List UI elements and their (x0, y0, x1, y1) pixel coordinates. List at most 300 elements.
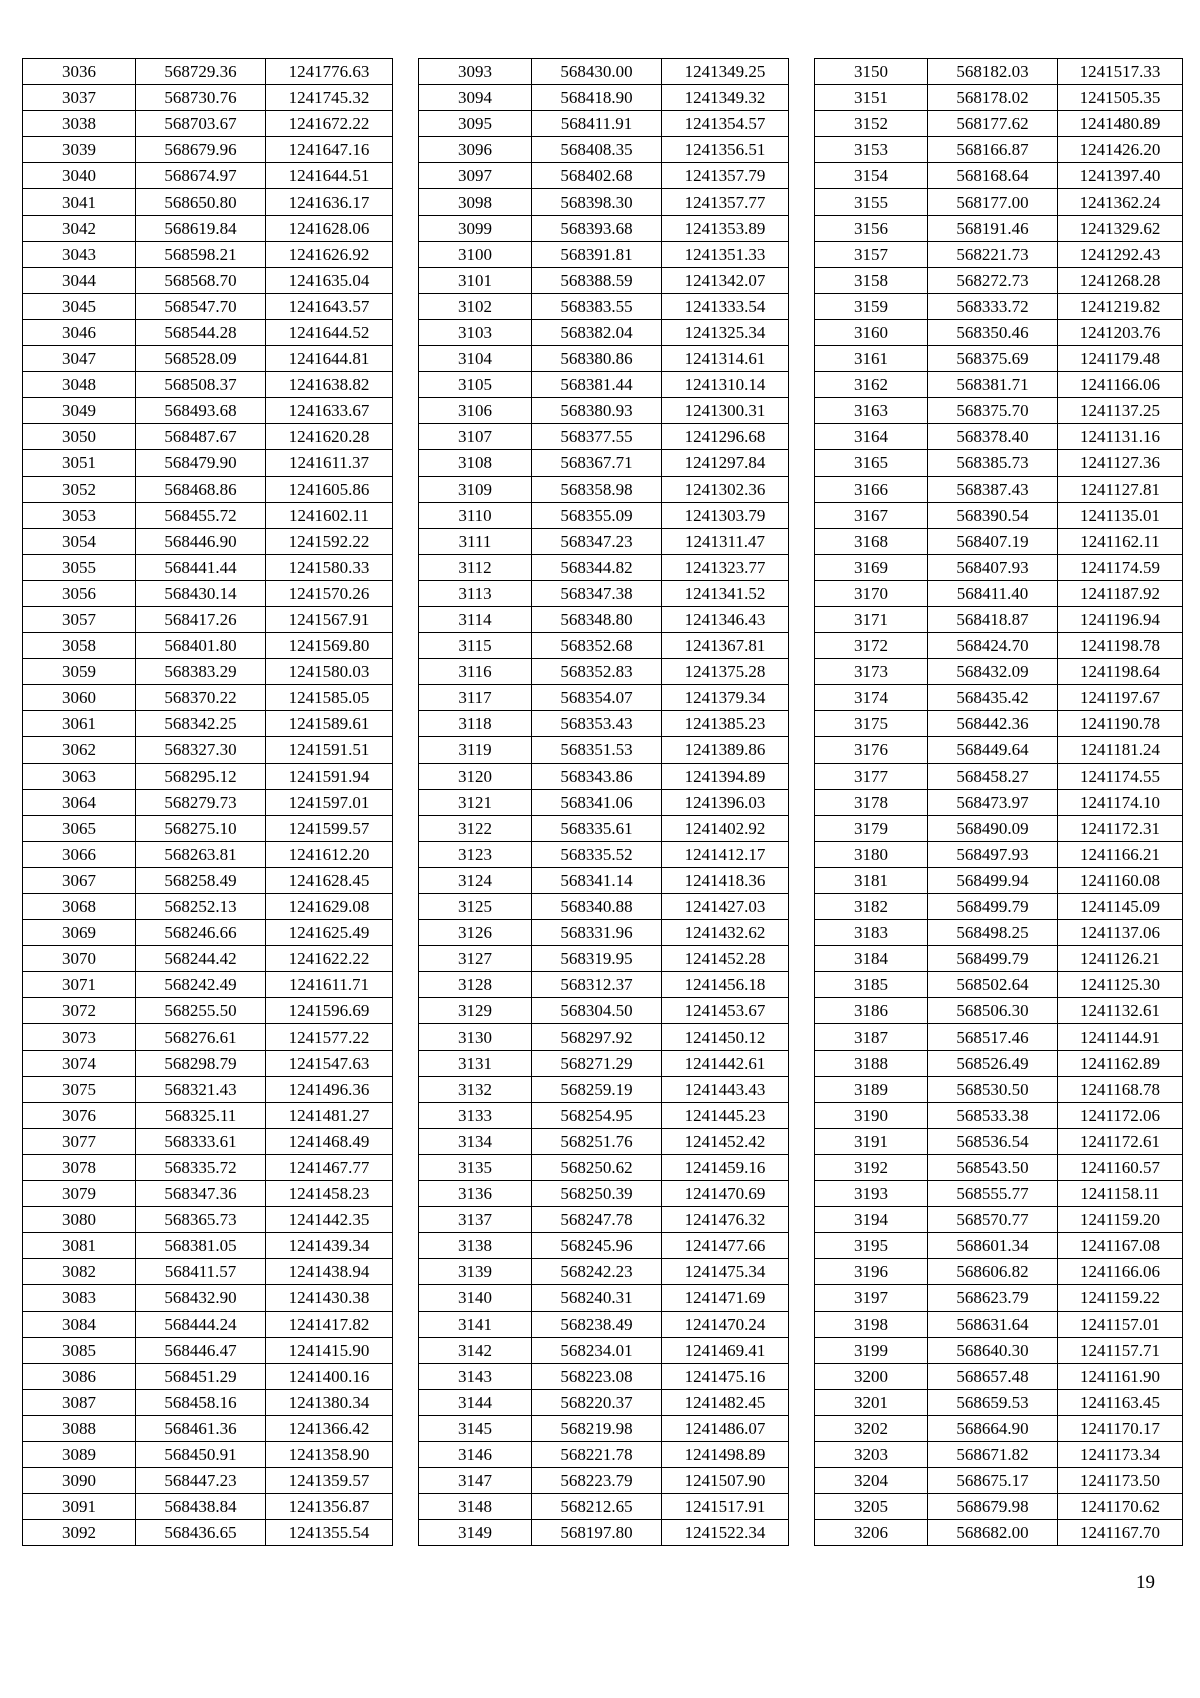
x-coordinate-cell: 568382.04 (532, 319, 662, 345)
table-row (23, 319, 393, 345)
table-row (419, 1024, 789, 1050)
y-coordinate-cell: 1241157.01 (1058, 1311, 1183, 1337)
table-row (815, 1441, 1183, 1467)
table-row (815, 241, 1183, 267)
point-number-cell: 3080 (23, 1207, 136, 1233)
point-number-cell: 3117 (419, 685, 532, 711)
x-coordinate-cell: 568438.84 (136, 1494, 266, 1520)
y-coordinate-cell: 1241592.22 (266, 528, 393, 554)
point-number-cell: 3043 (23, 241, 136, 267)
y-coordinate-cell: 1241366.42 (266, 1415, 393, 1441)
x-coordinate-cell: 568446.47 (136, 1337, 266, 1363)
y-coordinate-cell: 1241126.21 (1058, 946, 1183, 972)
y-coordinate-cell: 1241174.59 (1058, 554, 1183, 580)
table-row (419, 633, 789, 659)
y-coordinate-cell: 1241397.40 (1058, 163, 1183, 189)
y-coordinate-cell: 1241620.28 (266, 424, 393, 450)
y-coordinate-cell: 1241570.26 (266, 580, 393, 606)
x-coordinate-cell: 568555.77 (928, 1181, 1058, 1207)
table-row (815, 711, 1183, 737)
table-row (419, 241, 789, 267)
y-coordinate-cell: 1241310.14 (662, 372, 789, 398)
point-number-cell: 3090 (23, 1468, 136, 1494)
x-coordinate-cell: 568355.09 (532, 502, 662, 528)
x-coordinate-cell: 568352.83 (532, 659, 662, 685)
point-number-cell: 3048 (23, 372, 136, 398)
x-coordinate-cell: 568391.81 (532, 241, 662, 267)
point-number-cell: 3125 (419, 894, 532, 920)
x-coordinate-cell: 568517.46 (928, 1024, 1058, 1050)
y-coordinate-cell: 1241547.63 (266, 1050, 393, 1076)
point-number-cell: 3205 (815, 1494, 928, 1520)
x-coordinate-cell: 568304.50 (532, 998, 662, 1024)
point-number-cell: 3108 (419, 450, 532, 476)
y-coordinate-cell: 1241481.27 (266, 1102, 393, 1128)
table-row (23, 85, 393, 111)
table-row (23, 1494, 393, 1520)
y-coordinate-cell: 1241160.08 (1058, 867, 1183, 893)
x-coordinate-cell: 568381.71 (928, 372, 1058, 398)
point-number-cell: 3168 (815, 528, 928, 554)
table-row (23, 946, 393, 972)
y-coordinate-cell: 1241203.76 (1058, 319, 1183, 345)
y-coordinate-cell: 1241333.54 (662, 293, 789, 319)
y-coordinate-cell: 1241127.81 (1058, 476, 1183, 502)
x-coordinate-cell: 568671.82 (928, 1441, 1058, 1467)
x-coordinate-cell: 568341.06 (532, 789, 662, 815)
y-coordinate-cell: 1241351.33 (662, 241, 789, 267)
y-coordinate-cell: 1241359.57 (266, 1468, 393, 1494)
x-coordinate-cell: 568383.55 (532, 293, 662, 319)
point-number-cell: 3041 (23, 189, 136, 215)
table-row (815, 372, 1183, 398)
table-row (419, 554, 789, 580)
y-coordinate-cell: 1241375.28 (662, 659, 789, 685)
table-row (419, 215, 789, 241)
table-row (419, 1233, 789, 1259)
y-coordinate-cell: 1241158.11 (1058, 1181, 1183, 1207)
point-number-cell: 3066 (23, 841, 136, 867)
x-coordinate-cell: 568254.95 (532, 1102, 662, 1128)
table-row (815, 111, 1183, 137)
x-coordinate-cell: 568408.35 (532, 137, 662, 163)
table-row (815, 946, 1183, 972)
x-coordinate-cell: 568450.91 (136, 1441, 266, 1467)
x-coordinate-cell: 568444.24 (136, 1311, 266, 1337)
point-number-cell: 3064 (23, 789, 136, 815)
point-number-cell: 3127 (419, 946, 532, 972)
y-coordinate-cell: 1241638.82 (266, 372, 393, 398)
y-coordinate-cell: 1241453.67 (662, 998, 789, 1024)
y-coordinate-cell: 1241776.63 (266, 59, 393, 85)
y-coordinate-cell: 1241357.79 (662, 163, 789, 189)
y-coordinate-cell: 1241450.12 (662, 1024, 789, 1050)
x-coordinate-cell: 568547.70 (136, 293, 266, 319)
point-number-cell: 3164 (815, 424, 928, 450)
table-row (23, 1363, 393, 1389)
table-row (815, 920, 1183, 946)
table-row (419, 137, 789, 163)
table-row (23, 1102, 393, 1128)
point-number-cell: 3177 (815, 763, 928, 789)
point-number-cell: 3193 (815, 1181, 928, 1207)
point-number-cell: 3088 (23, 1415, 136, 1441)
table-row (815, 685, 1183, 711)
y-coordinate-cell: 1241459.16 (662, 1154, 789, 1180)
table-row (419, 163, 789, 189)
table-row (23, 972, 393, 998)
table-row (419, 1207, 789, 1233)
table-row (815, 424, 1183, 450)
table-row (419, 1102, 789, 1128)
y-coordinate-cell: 1241380.34 (266, 1389, 393, 1415)
table-row (23, 1024, 393, 1050)
point-number-cell: 3206 (815, 1520, 928, 1546)
table-row (815, 528, 1183, 554)
y-coordinate-cell: 1241400.16 (266, 1363, 393, 1389)
y-coordinate-cell: 1241197.67 (1058, 685, 1183, 711)
point-number-cell: 3107 (419, 424, 532, 450)
x-coordinate-cell: 568197.80 (532, 1520, 662, 1546)
table-row (419, 867, 789, 893)
x-coordinate-cell: 568473.97 (928, 789, 1058, 815)
point-number-cell: 3139 (419, 1259, 532, 1285)
point-number-cell: 3190 (815, 1102, 928, 1128)
table-row (419, 346, 789, 372)
point-number-cell: 3149 (419, 1520, 532, 1546)
point-number-cell: 3115 (419, 633, 532, 659)
y-coordinate-cell: 1241597.01 (266, 789, 393, 815)
x-coordinate-cell: 568533.38 (928, 1102, 1058, 1128)
point-number-cell: 3114 (419, 606, 532, 632)
x-coordinate-cell: 568493.68 (136, 398, 266, 424)
table-row (419, 1389, 789, 1415)
table-row (419, 1181, 789, 1207)
table-row (815, 1520, 1183, 1546)
y-coordinate-cell: 1241170.62 (1058, 1494, 1183, 1520)
y-coordinate-cell: 1241159.22 (1058, 1285, 1183, 1311)
table-row (815, 502, 1183, 528)
point-number-cell: 3104 (419, 346, 532, 372)
point-number-cell: 3111 (419, 528, 532, 554)
y-coordinate-cell: 1241633.67 (266, 398, 393, 424)
y-coordinate-cell: 1241198.78 (1058, 633, 1183, 659)
coordinate-table-3 (814, 58, 1183, 1546)
table-row (815, 998, 1183, 1024)
table-row (815, 1076, 1183, 1102)
table-row (23, 476, 393, 502)
table-row (815, 1181, 1183, 1207)
x-coordinate-cell: 568348.80 (532, 606, 662, 632)
x-coordinate-cell: 568499.79 (928, 946, 1058, 972)
x-coordinate-cell: 568333.72 (928, 293, 1058, 319)
point-number-cell: 3192 (815, 1154, 928, 1180)
point-number-cell: 3144 (419, 1389, 532, 1415)
y-coordinate-cell: 1241166.21 (1058, 841, 1183, 867)
table-row (815, 1389, 1183, 1415)
point-number-cell: 3102 (419, 293, 532, 319)
y-coordinate-cell: 1241356.87 (266, 1494, 393, 1520)
x-coordinate-cell: 568298.79 (136, 1050, 266, 1076)
y-coordinate-cell: 1241144.91 (1058, 1024, 1183, 1050)
y-coordinate-cell: 1241311.47 (662, 528, 789, 554)
y-coordinate-cell: 1241314.61 (662, 346, 789, 372)
x-coordinate-cell: 568497.93 (928, 841, 1058, 867)
y-coordinate-cell: 1241644.51 (266, 163, 393, 189)
point-number-cell: 3145 (419, 1415, 532, 1441)
point-number-cell: 3116 (419, 659, 532, 685)
y-coordinate-cell: 1241168.78 (1058, 1076, 1183, 1102)
point-number-cell: 3037 (23, 85, 136, 111)
y-coordinate-cell: 1241442.35 (266, 1207, 393, 1233)
y-coordinate-cell: 1241569.80 (266, 633, 393, 659)
table-row (419, 319, 789, 345)
point-number-cell: 3047 (23, 346, 136, 372)
x-coordinate-cell: 568177.00 (928, 189, 1058, 215)
x-coordinate-cell: 568297.92 (532, 1024, 662, 1050)
y-coordinate-cell: 1241131.16 (1058, 424, 1183, 450)
y-coordinate-cell: 1241418.36 (662, 867, 789, 893)
y-coordinate-cell: 1241475.34 (662, 1259, 789, 1285)
point-number-cell: 3154 (815, 163, 928, 189)
y-coordinate-cell: 1241470.69 (662, 1181, 789, 1207)
x-coordinate-cell: 568446.90 (136, 528, 266, 554)
y-coordinate-cell: 1241482.45 (662, 1389, 789, 1415)
y-coordinate-cell: 1241505.35 (1058, 85, 1183, 111)
y-coordinate-cell: 1241323.77 (662, 554, 789, 580)
y-coordinate-cell: 1241580.03 (266, 659, 393, 685)
x-coordinate-cell: 568508.37 (136, 372, 266, 398)
table-row (815, 346, 1183, 372)
point-number-cell: 3169 (815, 554, 928, 580)
x-coordinate-cell: 568424.70 (928, 633, 1058, 659)
x-coordinate-cell: 568365.73 (136, 1207, 266, 1233)
coordinate-table-2 (418, 58, 789, 1546)
x-coordinate-cell: 568390.54 (928, 502, 1058, 528)
y-coordinate-cell: 1241580.33 (266, 554, 393, 580)
y-coordinate-cell: 1241628.06 (266, 215, 393, 241)
x-coordinate-cell: 568631.64 (928, 1311, 1058, 1337)
point-number-cell: 3061 (23, 711, 136, 737)
y-coordinate-cell: 1241303.79 (662, 502, 789, 528)
x-coordinate-cell: 568350.46 (928, 319, 1058, 345)
point-number-cell: 3055 (23, 554, 136, 580)
y-coordinate-cell: 1241636.17 (266, 189, 393, 215)
table-row (419, 606, 789, 632)
y-coordinate-cell: 1241438.94 (266, 1259, 393, 1285)
point-number-cell: 3167 (815, 502, 928, 528)
y-coordinate-cell: 1241167.08 (1058, 1233, 1183, 1259)
x-coordinate-cell: 568378.40 (928, 424, 1058, 450)
y-coordinate-cell: 1241469.41 (662, 1337, 789, 1363)
point-number-cell: 3083 (23, 1285, 136, 1311)
point-number-cell: 3039 (23, 137, 136, 163)
point-number-cell: 3163 (815, 398, 928, 424)
y-coordinate-cell: 1241162.89 (1058, 1050, 1183, 1076)
y-coordinate-cell: 1241426.20 (1058, 137, 1183, 163)
y-coordinate-cell: 1241517.33 (1058, 59, 1183, 85)
x-coordinate-cell: 568325.11 (136, 1102, 266, 1128)
x-coordinate-cell: 568333.61 (136, 1128, 266, 1154)
table-row (419, 998, 789, 1024)
x-coordinate-cell: 568351.53 (532, 737, 662, 763)
y-coordinate-cell: 1241137.25 (1058, 398, 1183, 424)
y-coordinate-cell: 1241589.61 (266, 711, 393, 737)
table-row (419, 398, 789, 424)
table-row (419, 1468, 789, 1494)
table-row (419, 580, 789, 606)
x-coordinate-cell: 568221.78 (532, 1441, 662, 1467)
x-coordinate-cell: 568272.73 (928, 267, 1058, 293)
x-coordinate-cell: 568343.86 (532, 763, 662, 789)
table-row (419, 450, 789, 476)
x-coordinate-cell: 568250.39 (532, 1181, 662, 1207)
table-row (23, 502, 393, 528)
x-coordinate-cell: 568344.82 (532, 554, 662, 580)
x-coordinate-cell: 568263.81 (136, 841, 266, 867)
y-coordinate-cell: 1241605.86 (266, 476, 393, 502)
y-coordinate-cell: 1241443.43 (662, 1076, 789, 1102)
table-row (419, 85, 789, 111)
y-coordinate-cell: 1241452.42 (662, 1128, 789, 1154)
x-coordinate-cell: 568354.07 (532, 685, 662, 711)
x-coordinate-cell: 568250.62 (532, 1154, 662, 1180)
table-row (23, 111, 393, 137)
table-row (23, 1233, 393, 1259)
point-number-cell: 3176 (815, 737, 928, 763)
table-row (419, 1520, 789, 1546)
y-coordinate-cell: 1241625.49 (266, 920, 393, 946)
table-row (23, 1154, 393, 1180)
point-number-cell: 3202 (815, 1415, 928, 1441)
table-row (23, 1207, 393, 1233)
table-row (815, 189, 1183, 215)
point-number-cell: 3126 (419, 920, 532, 946)
x-coordinate-cell: 568258.49 (136, 867, 266, 893)
table-row (419, 528, 789, 554)
y-coordinate-cell: 1241302.36 (662, 476, 789, 502)
x-coordinate-cell: 568430.14 (136, 580, 266, 606)
point-number-cell: 3087 (23, 1389, 136, 1415)
table-row (815, 163, 1183, 189)
y-coordinate-cell: 1241367.81 (662, 633, 789, 659)
point-number-cell: 3074 (23, 1050, 136, 1076)
point-number-cell: 3059 (23, 659, 136, 685)
x-coordinate-cell: 568598.21 (136, 241, 266, 267)
table-row (815, 1024, 1183, 1050)
y-coordinate-cell: 1241389.86 (662, 737, 789, 763)
point-number-cell: 3063 (23, 763, 136, 789)
y-coordinate-cell: 1241647.16 (266, 137, 393, 163)
x-coordinate-cell: 568182.03 (928, 59, 1058, 85)
page-number: 19 (1136, 1572, 1155, 1593)
x-coordinate-cell: 568449.64 (928, 737, 1058, 763)
table-row (23, 1050, 393, 1076)
table-row (419, 685, 789, 711)
point-number-cell: 3159 (815, 293, 928, 319)
x-coordinate-cell: 568536.54 (928, 1128, 1058, 1154)
x-coordinate-cell: 568381.44 (532, 372, 662, 398)
x-coordinate-cell: 568432.90 (136, 1285, 266, 1311)
x-coordinate-cell: 568246.66 (136, 920, 266, 946)
point-number-cell: 3184 (815, 946, 928, 972)
x-coordinate-cell: 568353.43 (532, 711, 662, 737)
point-number-cell: 3121 (419, 789, 532, 815)
y-coordinate-cell: 1241174.10 (1058, 789, 1183, 815)
point-number-cell: 3113 (419, 580, 532, 606)
point-number-cell: 3199 (815, 1337, 928, 1363)
x-coordinate-cell: 568461.36 (136, 1415, 266, 1441)
y-coordinate-cell: 1241476.32 (662, 1207, 789, 1233)
point-number-cell: 3181 (815, 867, 928, 893)
y-coordinate-cell: 1241166.06 (1058, 372, 1183, 398)
x-coordinate-cell: 568679.98 (928, 1494, 1058, 1520)
point-number-cell: 3118 (419, 711, 532, 737)
x-coordinate-cell: 568411.40 (928, 580, 1058, 606)
table-row (23, 241, 393, 267)
point-number-cell: 3124 (419, 867, 532, 893)
point-number-cell: 3178 (815, 789, 928, 815)
table-row (815, 1494, 1183, 1520)
table-row (815, 1259, 1183, 1285)
point-number-cell: 3049 (23, 398, 136, 424)
y-coordinate-cell: 1241385.23 (662, 711, 789, 737)
y-coordinate-cell: 1241162.11 (1058, 528, 1183, 554)
table-row (815, 1154, 1183, 1180)
table-row (419, 476, 789, 502)
table-row (419, 815, 789, 841)
y-coordinate-cell: 1241611.71 (266, 972, 393, 998)
point-number-cell: 3065 (23, 815, 136, 841)
point-number-cell: 3130 (419, 1024, 532, 1050)
table-row (23, 1389, 393, 1415)
point-number-cell: 3092 (23, 1520, 136, 1546)
point-number-cell: 3095 (419, 111, 532, 137)
x-coordinate-cell: 568221.73 (928, 241, 1058, 267)
x-coordinate-cell: 568370.22 (136, 685, 266, 711)
table-row (419, 267, 789, 293)
table-row (23, 398, 393, 424)
table-row (419, 372, 789, 398)
point-number-cell: 3179 (815, 815, 928, 841)
y-coordinate-cell: 1241157.71 (1058, 1337, 1183, 1363)
table-row (815, 763, 1183, 789)
y-coordinate-cell: 1241132.61 (1058, 998, 1183, 1024)
x-coordinate-cell: 568407.19 (928, 528, 1058, 554)
x-coordinate-cell: 568358.98 (532, 476, 662, 502)
y-coordinate-cell: 1241596.69 (266, 998, 393, 1024)
point-number-cell: 3051 (23, 450, 136, 476)
table-row (815, 476, 1183, 502)
y-coordinate-cell: 1241173.34 (1058, 1441, 1183, 1467)
point-number-cell: 3157 (815, 241, 928, 267)
table-row (815, 319, 1183, 345)
table-row (815, 59, 1183, 85)
y-coordinate-cell: 1241190.78 (1058, 711, 1183, 737)
x-coordinate-cell: 568385.73 (928, 450, 1058, 476)
table-row (23, 450, 393, 476)
y-coordinate-cell: 1241329.62 (1058, 215, 1183, 241)
table-row (419, 1415, 789, 1441)
y-coordinate-cell: 1241458.23 (266, 1181, 393, 1207)
y-coordinate-cell: 1241442.61 (662, 1050, 789, 1076)
x-coordinate-cell: 568335.72 (136, 1154, 266, 1180)
x-coordinate-cell: 568178.02 (928, 85, 1058, 111)
coordinate-tables (22, 58, 1182, 1564)
point-number-cell: 3122 (419, 815, 532, 841)
x-coordinate-cell: 568674.97 (136, 163, 266, 189)
point-number-cell: 3146 (419, 1441, 532, 1467)
